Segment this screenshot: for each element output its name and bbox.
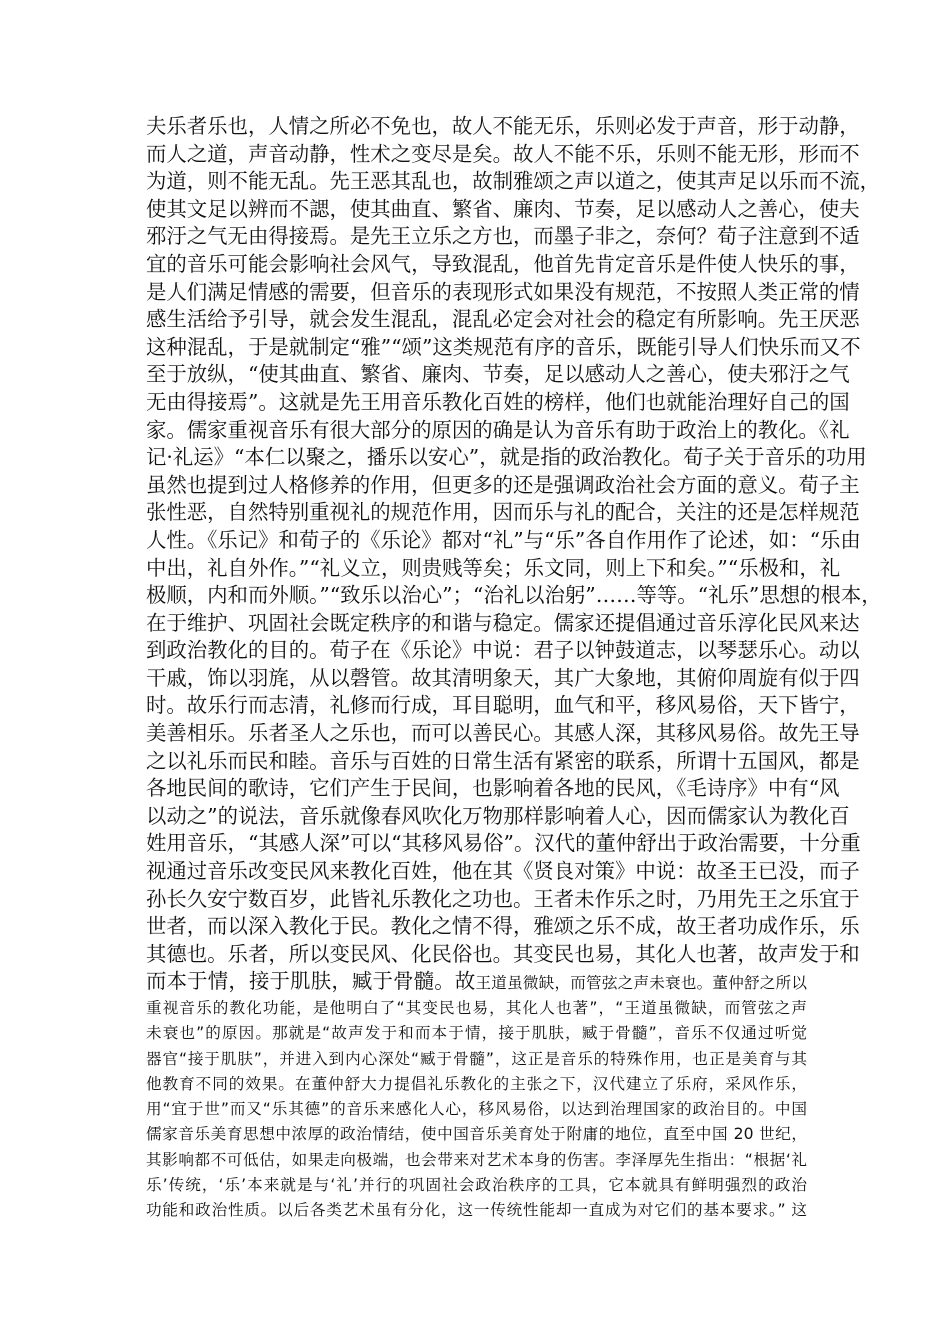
text-line: 是人们满足情感的需要，但音乐的表现形式如果没有规范，不按照人类正常的情: [146, 279, 860, 304]
text-line: 儒家音乐美育思想中浓厚的政治情结，使中国音乐美育处于附庸的地位，直至中国 20 世纪，: [146, 1125, 807, 1144]
mixed-line-small-part: 王道虽微缺，而管弦之声未衰也。董仲舒之所以: [475, 974, 807, 993]
text-line: 干戚，饰以羽旄，从以磬管。故其清明象天，其广大象地，其俯仰周旋有似于四: [146, 665, 860, 690]
text-line: 邪汙之气无由得接焉。是先王立乐之方也，而墨子非之，奈何？荀子注意到不适: [146, 224, 860, 249]
text-line: 宜的音乐可能会影响社会风气，导致混乱，他首先肯定音乐是件使人快乐的事，: [146, 251, 860, 276]
text-line: 中出，礼自外作。”“礼义立，则贵贱等矣；乐文同，则上下和矣。”“乐极和，礼: [146, 555, 841, 580]
text-line: 美善相乐。乐者圣人之乐也，而可以善民心。其感人深，其移风易俗。故先王导: [146, 721, 860, 746]
lower-paragraph: [146, 996, 807, 1224]
text-line: 到政治教化的目的。荀子在《乐论》中说：君子以钟鼓道志，以琴瑟乐心。动以: [146, 638, 860, 663]
upper-paragraph: [146, 113, 882, 968]
mixed-line-large-part: 而本于情，接于肌肤，臧于骨髓。故: [146, 969, 476, 994]
mixed-font-line: [146, 968, 807, 996]
body-text: [146, 113, 882, 1224]
text-line: 而人之道，声音动静，性术之变尽是矣。故人不能不乐，乐则不能无形，形而不: [146, 141, 860, 166]
text-line: 器官“接于肌肤”，并进入到内心深处“臧于骨髓”，这正是音乐的特殊作用，也正是美育与其: [146, 1049, 807, 1068]
text-line: 功能和政治性质。以后各类艺术虽有分化，这一传统性能却一直成为对它们的基本要求。” 这: [146, 1201, 807, 1220]
text-line: 这种混乱，于是就制定“雅”“颂”这类规范有序的音乐，既能引导人们快乐而又不: [146, 334, 861, 359]
text-line: 其影响都不可低估，如果走向极端，也会带来对艺术本身的伤害。李泽厚先生指出：“根据‘礼: [146, 1150, 807, 1169]
text-line: 人性。《乐记》和荀子的《乐论》都对“礼”与“乐”各自作用作了论述，如：“乐由: [146, 527, 861, 552]
text-line: 未衰也”的原因。那就是“故声发于和而本于情，接于肌肤，臧于骨髓”，音乐不仅通过听觉: [146, 1024, 807, 1043]
text-line: 使其文足以辨而不諰，使其曲直、繁省、廉肉、节奏，足以感动人之善心，使夫: [146, 196, 860, 221]
text-line: 夫乐者乐也，人情之所必不免也，故人不能无乐，乐则必发于声音，形于动静，: [146, 114, 860, 138]
text-line: 为道，则不能无乱。先王恶其乱也，故制雅颂之声以道之，使其声足以乐而不流，: [146, 169, 881, 194]
text-line: 以动之”的说法，音乐就像春风吹化万物那样影响着人心，因而儒家认为教化百: [146, 803, 850, 828]
text-line: 极顺，内和而外顺。”“致乐以治心”；“治礼以治躬”……等等。“礼乐”思想的根本，: [146, 583, 882, 608]
text-line: 他教育不同的效果。在董仲舒大力提倡礼乐教化的主张之下，汉代建立了乐府，采风作乐，: [146, 1074, 807, 1093]
text-line: 记·礼运》“本仁以聚之，播乐以安心”，就是指的政治教化。荀子关于音乐的功用: [146, 445, 867, 470]
text-line: 孙长久安宁数百岁，此皆礼乐教化之功也。王者未作乐之时，乃用先王之乐宜于: [146, 886, 860, 911]
text-line: 乐’传统，‘乐’本来就是与‘礼’并行的巩固社会政治秩序的工具，它本就具有鲜明强烈的政治: [146, 1176, 807, 1195]
text-line: 虽然也提到过人格修养的作用，但更多的还是强调政治社会方面的意义。荀子主: [146, 472, 860, 497]
text-line: 用“宜于世”而又“乐其德”的音乐来感化人心，移风易俗，以达到治理国家的政治目的。中国: [146, 1100, 807, 1119]
text-line: 在于维护、巩固社会既定秩序的和谐与稳定。儒家还提倡通过音乐淳化民风来达: [146, 610, 860, 635]
text-line: 至于放纵，“使其曲直、繁省、廉肉、节奏，足以感动人之善心，使夫邪汙之气: [146, 362, 850, 387]
text-line: 重视音乐的教化功能，是他明白了“其变民也易，其化人也著”，“王道虽微缺，而管弦之声: [146, 999, 807, 1017]
text-line: 之以礼乐而民和睦。音乐与百姓的日常生活有紧密的联系，所谓十五国风，都是: [146, 748, 860, 773]
text-line: 各地民间的歌诗，它们产生于民间，也影响着各地的民风，《毛诗序》中有“风: [146, 776, 840, 801]
text-line: 张性恶，自然特别重视礼的规范作用，因而乐与礼的配合，关注的还是怎样规范: [146, 500, 860, 525]
text-line: 其德也。乐者，所以变民风、化民俗也。其变民也易，其化人也著，故声发于和: [146, 941, 860, 966]
text-line: 无由得接焉”。这就是先王用音乐教化百姓的榜样，他们也就能治理好自己的国: [146, 389, 850, 414]
text-line: 世者，而以深入教化于民。教化之情不得，雅颂之乐不成，故王者功成作乐，乐: [146, 914, 860, 939]
text-line: 感生活给予引导，就会发生混乱，混乱必定会对社会的稳定有所影响。先王厌恶: [146, 307, 860, 332]
text-line: 时。故乐行而志清，礼修而行成，耳目聪明，血气和平，移风易俗，天下皆宁，: [146, 693, 860, 718]
text-line: 家。儒家重视音乐有很大部分的原因的确是认为音乐有助于政治上的教化。《礼: [146, 417, 850, 442]
text-line: 姓用音乐，“其感人深”可以“其移风易俗”。汉代的董仲舒出于政治需要，十分重: [146, 831, 861, 856]
text-line: 视通过音乐改变民风来教化百姓，他在其《贤良对策》中说：故圣王已没，而子: [146, 859, 860, 884]
